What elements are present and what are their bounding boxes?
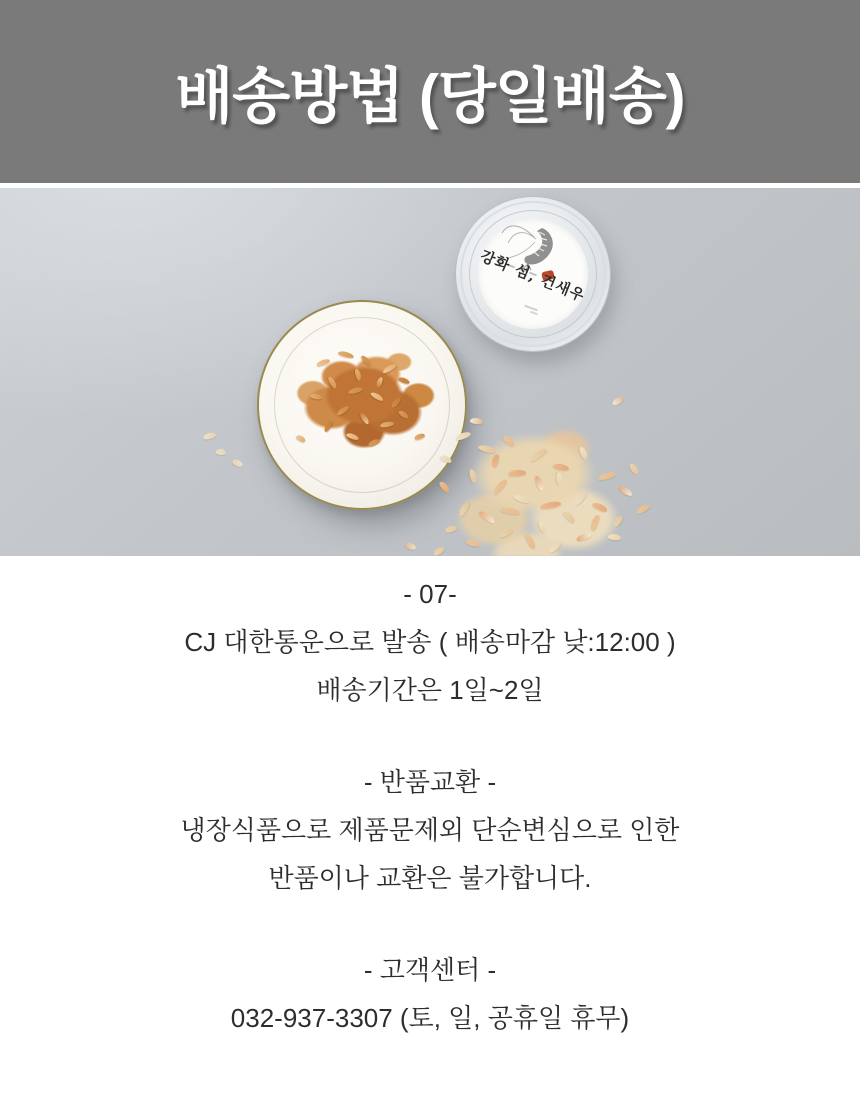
label-fine-print [524, 305, 538, 312]
product-photo [0, 188, 860, 556]
shrimp-bit [611, 395, 624, 406]
label-title: 강화 섬, 건새우 [478, 246, 588, 306]
header-banner [0, 0, 860, 183]
returns-heading: - 반품교환 - [363, 767, 497, 797]
shrimp-bit [404, 541, 416, 550]
product-container [455, 196, 611, 352]
shrimp-bit [231, 458, 244, 468]
label-fine-print [529, 272, 537, 277]
shrimp-illustration-icon [494, 219, 566, 275]
phone-number: 032-937-3307 (토, 일, 공휴일 휴무) [230, 1003, 630, 1033]
shipping-line: CJ 대한통운으로 발송 ( 배송마감 낮:12:00 ) [184, 627, 676, 657]
shrimp-bit [202, 431, 216, 440]
product-label [478, 219, 588, 329]
support-heading: - 고객센터 - [363, 955, 497, 985]
label-fine-print [507, 264, 515, 269]
returns-info [0, 758, 860, 902]
info-section [0, 556, 860, 1042]
label-fine-print [530, 311, 538, 316]
label-fine-print [496, 260, 504, 265]
red-seal-stamp [541, 270, 555, 281]
label-fine-print [518, 268, 526, 273]
page-title: 배송방법 (당일배송) [175, 62, 685, 130]
returns-line: 반품이나 교환은 불가합니다. [268, 863, 592, 893]
shipping-info [0, 570, 860, 714]
support-info [0, 946, 860, 1042]
returns-line: 냉장식품으로 제품문제외 단순변심으로 인한 [180, 815, 680, 845]
shrimp-bit [216, 449, 226, 456]
shipping-step: - 07- [403, 579, 457, 609]
shipping-line: 배송기간은 1일~2일 [316, 675, 544, 705]
